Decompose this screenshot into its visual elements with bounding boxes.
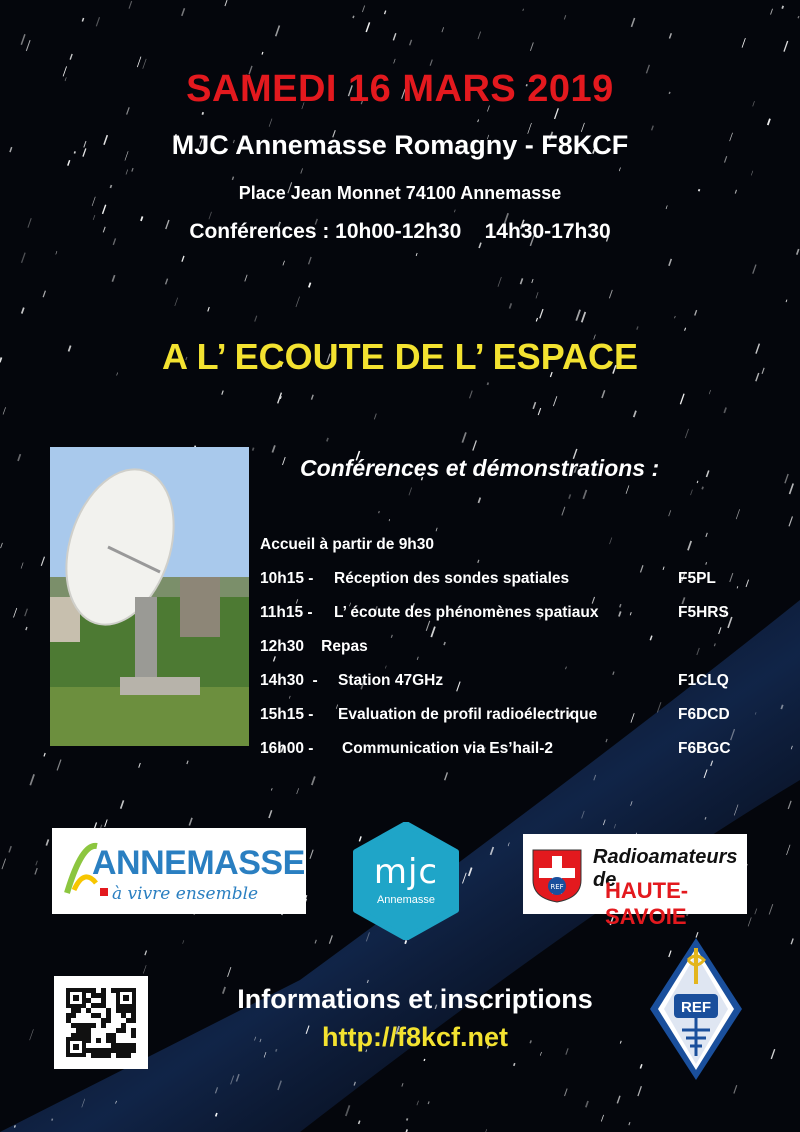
star-streak (216, 1113, 217, 1116)
schedule-time: 11h15 - (260, 604, 317, 621)
star-streak (353, 16, 354, 18)
schedule-row (260, 637, 760, 671)
schedule-time: 16h00 - (260, 740, 323, 757)
star-streak (705, 817, 706, 819)
event-date: SAMEDI 16 MARS 2019 (186, 68, 614, 110)
venue-title: MJC Annemasse Romagny - F8KCF (171, 130, 629, 160)
star-streak (14, 1125, 15, 1127)
star-streak (782, 6, 783, 9)
conference-times: Conférences : 10h00-12h30 14h30-17h30 (189, 220, 611, 243)
schedule-callsign: F5HRS (678, 604, 729, 621)
website-link[interactable]: http://f8kcf.net (322, 1022, 508, 1052)
annemasse-square-icon (100, 888, 108, 896)
star-streak (327, 438, 328, 442)
star-streak (798, 16, 799, 18)
schedule-topic: Communication via Es’hail-2 (342, 740, 554, 757)
schedule-list (260, 535, 760, 773)
star-streak (52, 1119, 53, 1121)
schedule-callsign: F6BGC (678, 740, 731, 757)
schedule-callsign: F1CLQ (678, 672, 729, 689)
schedule-row (260, 603, 760, 637)
schedule-topic: Evaluation de profil radioélectrique (338, 706, 598, 723)
annemasse-wordmark: ANNEMASSE (92, 844, 305, 882)
schedule-callsign: F6DCD (678, 706, 730, 723)
star-streak (202, 112, 203, 115)
star-streak (428, 1101, 429, 1104)
qr-module (121, 1053, 126, 1058)
qr-module (101, 1053, 106, 1058)
schedule-topic: Station 47GHz (338, 672, 444, 689)
ref-logo (648, 934, 744, 1084)
venue-address: Place Jean Monnet 74100 Annemasse (238, 183, 562, 203)
annemasse-logo (52, 828, 306, 914)
schedule-row (260, 671, 760, 705)
savoie-shield-icon (531, 848, 583, 904)
mjc-wordmark: mjc (373, 852, 439, 892)
mjc-subtitle: Annemasse (376, 894, 436, 906)
star-streak (405, 940, 406, 943)
schedule-callsign: F5PL (678, 570, 716, 587)
schedule-time: 15h15 - (260, 706, 323, 723)
star-streak (487, 383, 488, 385)
star-streak (424, 1059, 425, 1061)
annemasse-tagline: à vivre ensemble (112, 884, 259, 904)
schedule-topic: Réception des sondes spatiales (334, 570, 570, 587)
ref-logo-text: REF (681, 999, 711, 1016)
radioamateurs-line1: Radioamateurs de (593, 846, 738, 891)
mjc-logo (352, 822, 460, 940)
radioamateurs-line2: HAUTE-SAVOIE (605, 878, 689, 929)
headline: A L’ ECOUTE DE L’ ESPACE (161, 336, 639, 377)
satellite-dish-photo (50, 447, 249, 746)
schedule-time: Accueil à partir de 9h30 (260, 536, 435, 553)
schedule-row (260, 569, 760, 603)
star-streak (514, 1063, 515, 1066)
qr-module (91, 1053, 96, 1058)
qr-module (116, 1053, 121, 1058)
program-heading: Conférences et démonstrations : (300, 455, 660, 481)
info-text: Informations et inscriptions (237, 984, 593, 1014)
schedule-row (260, 705, 760, 739)
ref-diamond-icon (648, 934, 744, 1084)
star-streak (702, 487, 703, 490)
schedule-row (260, 535, 760, 569)
qr-module (96, 1053, 101, 1058)
radioamateurs-logo (523, 834, 747, 929)
star-streak (379, 511, 380, 513)
schedule-row (260, 739, 760, 773)
shield-badge-text: REF (550, 883, 564, 891)
qr-module (106, 1053, 111, 1058)
schedule-time: 14h30 - (260, 672, 323, 689)
qr-module (126, 1053, 131, 1058)
schedule-time: 12h30 Repas (260, 638, 368, 655)
star-streak (253, 448, 254, 451)
schedule-topic: L’ écoute des phénomènes spatiaux (334, 604, 599, 621)
star-streak (407, 1118, 408, 1120)
schedule-time: 10h15 - (260, 570, 318, 587)
